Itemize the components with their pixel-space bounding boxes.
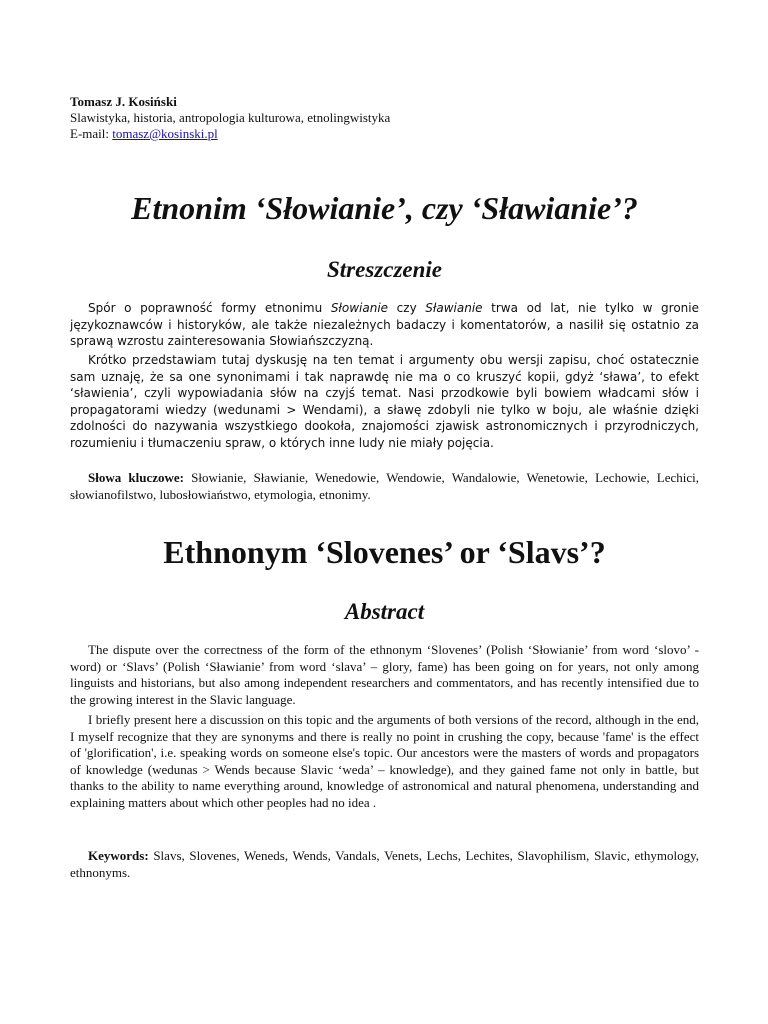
author-email-line xyxy=(70,126,390,142)
english-keywords xyxy=(70,848,699,881)
email-label: E-mail: xyxy=(70,126,113,141)
polish-title: Etnonim ‘Słowianie’, czy ‘Sławianie’? xyxy=(131,190,638,226)
polish-paragraph-2: Krótko przedstawiam tutaj dyskusję na ten temat i argumenty obu wersji zapisu, choć ostatecznie sam uznaję, że sa one synonimami i tak naprawdę nie ma o co kruszyć kopii, gdyż ‘sława’, to efekt ‘sławienia’, czyli wypowiadania słów na czyjś temat. Nasi przodkowie byli bowiem władcami słów i propagatorami wiedzy (wedunami > Wendami), a sławę zdobyli nie tylko w boju, ale właśnie dzięki zdolności do nazywania wszystkiego dookoła, znajomości zjawisk astronomicznych i przyrodniczych, rozumieniu i tłumaczeniu spraw, o których inne ludy nie miały pojęcia. xyxy=(70,353,699,450)
english-keywords-text: Slavs, Slovenes, Weneds, Wends, Vandals, Venets, Lechs, Lechites, Slavophilism, Slavic, ethymology, ethnonyms. xyxy=(70,848,699,880)
english-keywords-label: Keywords: xyxy=(88,848,149,863)
author-block xyxy=(70,94,390,142)
polish-p1-text-b: czy xyxy=(388,301,426,315)
email-link[interactable]: tomasz@kosinski.pl xyxy=(112,126,218,141)
polish-paragraph-1 xyxy=(70,300,699,350)
polish-p1-text-a: Spór o poprawność formy etnonimu xyxy=(88,301,331,315)
english-paragraph-2: I briefly present here a discussion on this topic and the arguments of both versions of the record, although in the end, I myself recognize that they are synonyms and there is really no point in crushing the copy, because 'fame' is the effect of 'glorification', i.e. speaking words on someone else's topic. Our ancestors were the masters of words and propagators of knowledge (wedunas > Wends because Slavic ‘weda’ – knowledge), and they gained fame not only in battle, but thanks to the ability to name everything around, knowledge of astronomical and natural phenomena, understanding and explaining matters about which other peoples had no idea . xyxy=(70,712,699,810)
polish-p1-emphasis-2: Sławianie xyxy=(425,301,483,315)
polish-subtitle: Streszczenie xyxy=(327,257,442,282)
english-title: Ethnonym ‘Slovenes’ or ‘Slavs’? xyxy=(163,534,606,570)
polish-p1-emphasis-1: Słowianie xyxy=(330,301,389,315)
polish-p1-text-c: trwa od lat, nie tylko w gronie językoznawców i historyków, ale także niezależnych badaczy i komentatorów, a nasilił się ostatnio za sprawą wzrostu zainteresowania Słowiańszczyzną. xyxy=(70,301,699,349)
polish-keywords-label: Słowa kluczowe: xyxy=(88,470,184,485)
polish-keywords-text: Słowianie, Sławianie, Wenedowie, Wendowie, Wandalowie, Wenetowie, Lechowie, Lechici, słowianofilstwo, lubosłowiaństwo, etymologia, etnonimy. xyxy=(70,470,699,502)
polish-keywords xyxy=(70,470,699,503)
author-affiliation: Slawistyka, historia, antropologia kulturowa, etnolingwistyka xyxy=(70,110,391,125)
author-name: Tomasz J. Kosiński xyxy=(70,94,177,109)
english-subtitle: Abstract xyxy=(344,599,425,624)
english-paragraph-1: The dispute over the correctness of the form of the ethnonym ‘Slovenes’ (Polish ‘Słowianie’ from word ‘slovo’ - word) or ‘Slavs’ (Polish ‘Sławianie’ from word ‘slava’ – glory, fame) has been going on for years, not only among linguists and historians, but also among independent researchers and commentators, and has recently intensified due to the growing interest in the Slavic language. xyxy=(70,642,699,707)
